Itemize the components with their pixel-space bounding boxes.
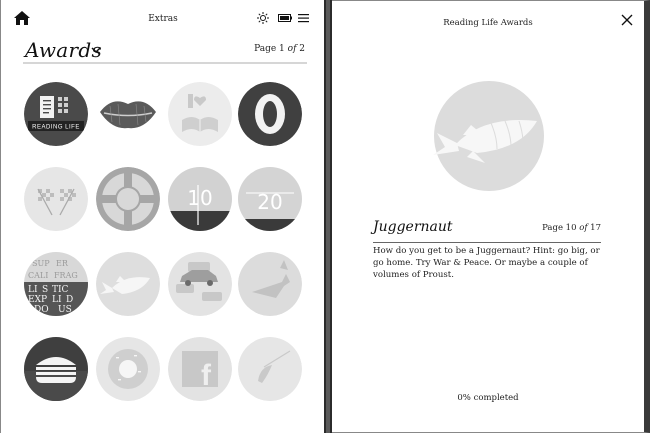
svg-text:LI: LI <box>28 285 38 295</box>
award-detail-title: Reading Life Awards <box>443 18 533 28</box>
page-indicator <box>254 44 305 54</box>
svg-text:TIC: TIC <box>52 285 69 295</box>
awards-screen <box>0 0 324 433</box>
progress-status: 0% completed <box>457 393 519 403</box>
lifebuoy-badge[interactable] <box>96 167 160 231</box>
topbar-title: Extras <box>148 14 178 24</box>
checkered-flags-badge[interactable] <box>24 167 88 231</box>
svg-text:SUP: SUP <box>32 259 50 268</box>
svg-text:ER: ER <box>56 259 68 268</box>
twenty-badge-label: 20 <box>257 190 283 214</box>
svg-text:EXP: EXP <box>28 295 48 305</box>
letter-o-badge[interactable] <box>238 82 302 146</box>
battery-icon[interactable] <box>278 12 292 24</box>
screen-divider <box>324 0 332 433</box>
menu-icon[interactable] <box>298 12 309 24</box>
awards-header <box>23 38 307 64</box>
svg-text:D: D <box>66 295 74 305</box>
twenty-badge[interactable] <box>238 167 302 231</box>
award-detail-screen <box>332 0 650 433</box>
leaf-badge[interactable] <box>238 337 302 401</box>
reading-life-badge-label: READING LIFE <box>32 124 80 131</box>
juggernaut-rocket-badge[interactable] <box>96 252 160 316</box>
facebook-badge-label: f <box>201 359 211 392</box>
facebook-badge[interactable] <box>168 337 232 401</box>
svg-text:US: US <box>58 305 72 315</box>
svg-text:S: S <box>42 285 49 295</box>
close-icon[interactable] <box>621 14 633 26</box>
award-name: Juggernaut <box>373 219 453 235</box>
award-page-indicator <box>542 223 601 233</box>
svg-text:CALI: CALI <box>28 271 49 280</box>
award-description: How do you get to be a Juggernaut? Hint: go big, or go home. Try War & Peace. Or maybe a couple of volumes of Proust. <box>373 246 600 280</box>
i-love-books-badge[interactable] <box>168 82 232 146</box>
ten-badge-label: 10 <box>187 186 213 210</box>
award-page-of: of <box>579 223 588 233</box>
award-page-prefix: Page 10 <box>542 223 580 233</box>
reading-life-badge[interactable] <box>24 82 88 146</box>
juggernaut-rocket-icon <box>427 81 551 191</box>
screen-divider-inner <box>326 0 330 433</box>
donut-badge[interactable] <box>96 337 160 401</box>
awards-title[interactable]: Awards <box>25 38 103 62</box>
award-detail-header <box>373 217 601 243</box>
svg-text:FRAG: FRAG <box>54 271 78 280</box>
page-indicator-of: of <box>287 44 297 54</box>
page-indicator-suffix: 2 <box>296 44 305 54</box>
burger-badge[interactable] <box>24 337 88 401</box>
top-bar <box>1 0 325 36</box>
witch-badge[interactable] <box>238 252 302 316</box>
award-page-suffix: 17 <box>587 223 601 233</box>
ten-badge[interactable] <box>168 167 232 231</box>
typography-collage-badge[interactable] <box>24 252 88 316</box>
car-badge[interactable] <box>168 252 232 316</box>
page-indicator-prefix: Page 1 <box>254 44 288 54</box>
svg-text:LI: LI <box>52 295 62 305</box>
svg-text:DO: DO <box>34 305 49 315</box>
chevron-down-icon[interactable] <box>91 46 101 54</box>
kiss-lips-badge[interactable] <box>96 82 160 146</box>
brightness-icon[interactable] <box>257 12 269 24</box>
